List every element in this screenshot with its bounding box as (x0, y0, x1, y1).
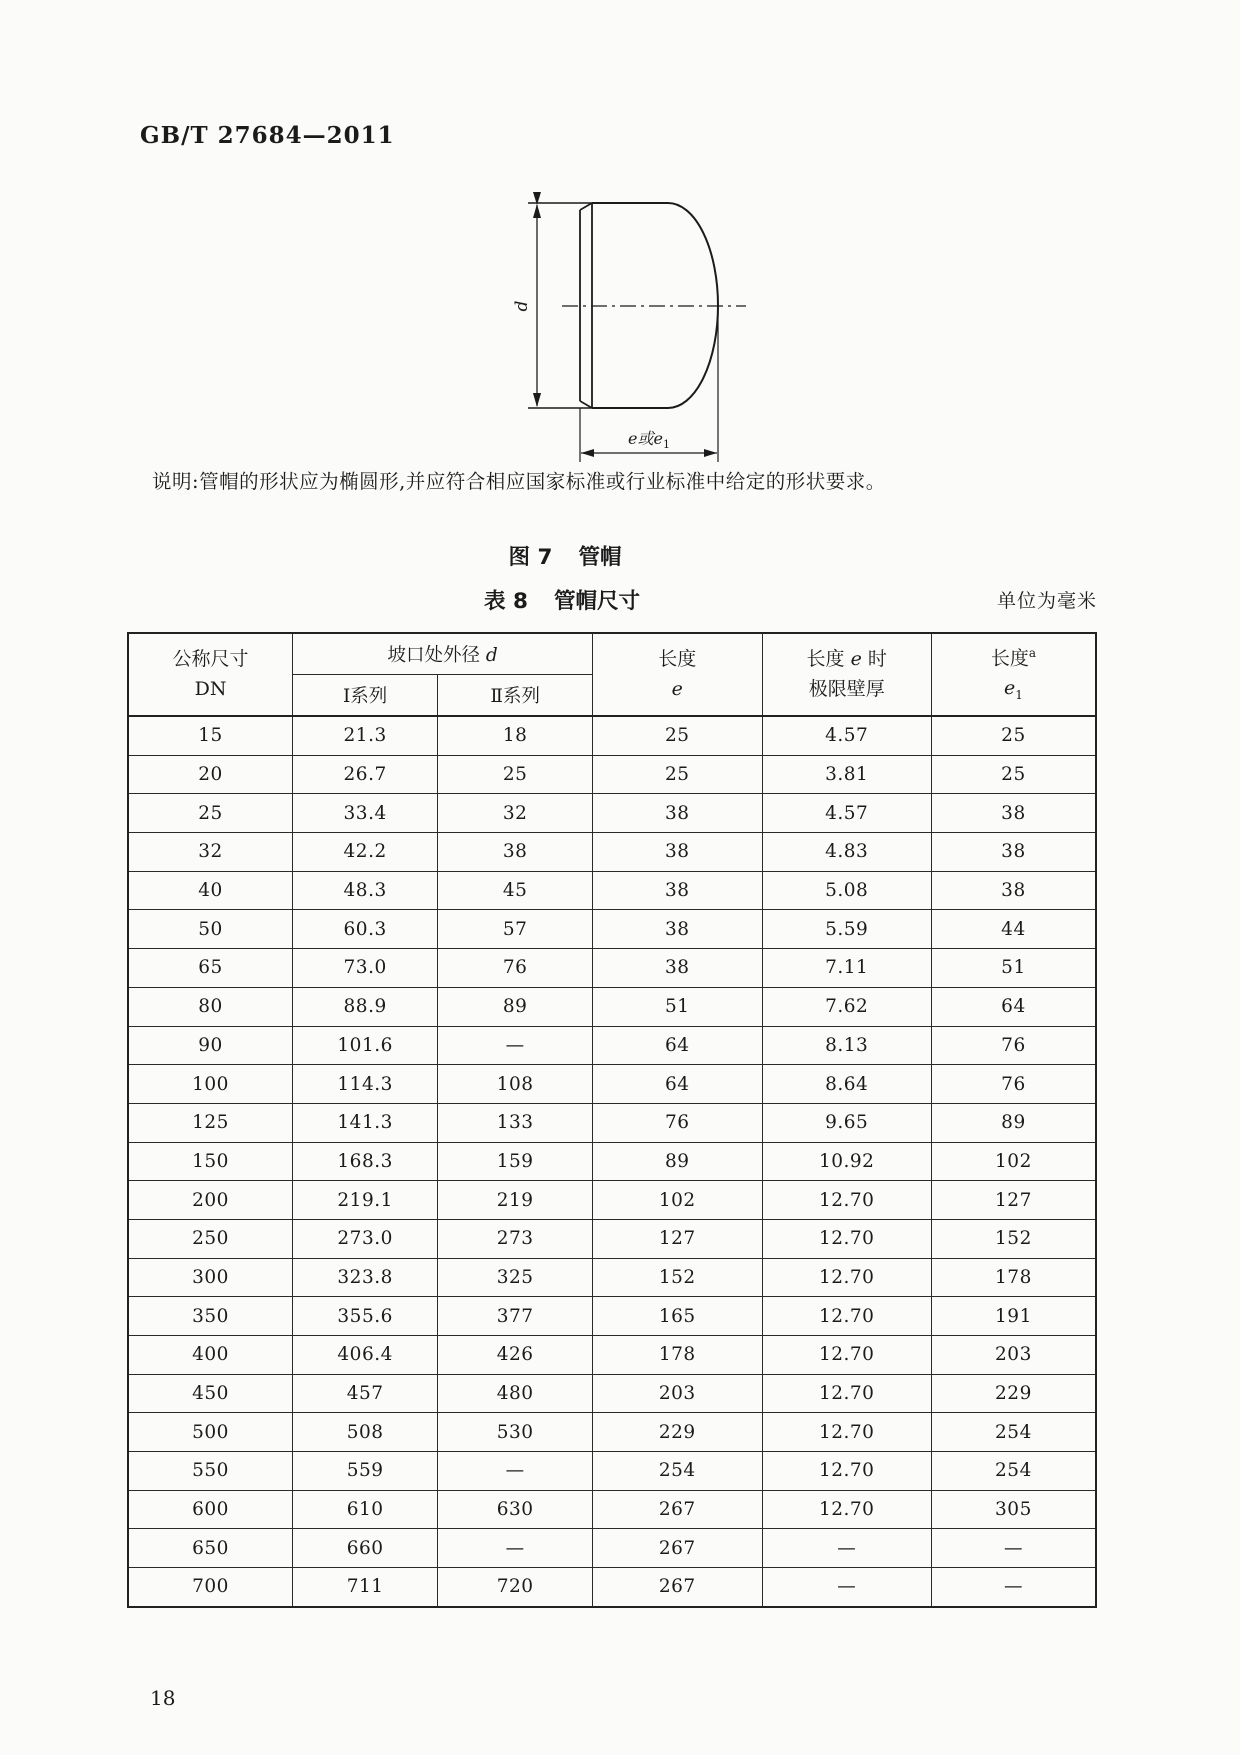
table-cell: 325 (438, 1258, 593, 1297)
table-row (128, 1219, 1096, 1258)
table-cell: 610 (293, 1490, 438, 1529)
header-cell-outer-diameter: 坡口处外径 d (293, 633, 593, 675)
table-cell: 38 (438, 833, 593, 872)
unit-note: 单位为毫米 (996, 590, 1097, 612)
dim-label-e: e或$e_1$ (628, 429, 670, 451)
table-row (128, 1336, 1096, 1375)
figure-caption-label: 图 7 (508, 545, 553, 570)
table-row (128, 1065, 1096, 1104)
table-row (128, 1374, 1096, 1413)
table-cell: 12.70 (762, 1490, 931, 1529)
table-row (128, 910, 1096, 949)
cap-dimensions-table (127, 632, 1097, 1608)
table-cell: 20 (128, 755, 293, 794)
table-cell: 323.8 (293, 1258, 438, 1297)
header-cell-dn: 公称尺寸 DN (128, 633, 293, 716)
cap-rim-bevel (580, 401, 592, 408)
table-cell: 273.0 (293, 1219, 438, 1258)
cap-rim-bevel (580, 203, 592, 210)
table-cell: 88.9 (293, 987, 438, 1026)
table-cell: 108 (438, 1065, 593, 1104)
table-cell: 12.70 (762, 1181, 931, 1220)
table-cell: 8.64 (762, 1065, 931, 1104)
table-cell: 200 (128, 1181, 293, 1220)
table-cell: 38 (593, 794, 762, 833)
table-cell: 406.4 (293, 1336, 438, 1375)
table-cell: 9.65 (762, 1103, 931, 1142)
table-cell: 254 (931, 1413, 1096, 1452)
table-cell: — (438, 1026, 593, 1065)
table-cell: 152 (931, 1219, 1096, 1258)
table-cell: 267 (593, 1490, 762, 1529)
table-cell: 250 (128, 1219, 293, 1258)
table-row (128, 871, 1096, 910)
table-caption-title: 管帽尺寸 (553, 589, 640, 614)
table-cell: 12.70 (762, 1452, 931, 1491)
table-cell: 168.3 (293, 1142, 438, 1181)
table-cell: 600 (128, 1490, 293, 1529)
header-cell-limit-wall: 长度 e 时 极限壁厚 (762, 633, 931, 716)
table-cell: 64 (931, 987, 1096, 1026)
table-cell: — (931, 1529, 1096, 1568)
table-cell: 711 (293, 1568, 438, 1607)
table-cell: 3.81 (762, 755, 931, 794)
table-cell: 141.3 (293, 1103, 438, 1142)
table-cell: 12.70 (762, 1413, 931, 1452)
table-row (128, 1490, 1096, 1529)
table-cell: 203 (931, 1336, 1096, 1375)
table-cell: 530 (438, 1413, 593, 1452)
table-cell: 178 (593, 1336, 762, 1375)
table-cell: 38 (931, 833, 1096, 872)
table-row (128, 1258, 1096, 1297)
table-cell: 100 (128, 1065, 293, 1104)
table-row (128, 1452, 1096, 1491)
table-row (128, 1529, 1096, 1568)
table-cell: 114.3 (293, 1065, 438, 1104)
table-cell: 38 (593, 910, 762, 949)
table-cell: 57 (438, 910, 593, 949)
table-cell: 508 (293, 1413, 438, 1452)
table-cell: 480 (438, 1374, 593, 1413)
table-cell: 229 (593, 1413, 762, 1452)
table-cell: 89 (931, 1103, 1096, 1142)
table-cell: 10.92 (762, 1142, 931, 1181)
table-row (128, 755, 1096, 794)
table-cell: 127 (931, 1181, 1096, 1220)
table-cell: 12.70 (762, 1219, 931, 1258)
table-cell: 73.0 (293, 949, 438, 988)
table-cell: 4.57 (762, 794, 931, 833)
table-cell: 76 (931, 1026, 1096, 1065)
table-cell: 15 (128, 716, 293, 755)
table-cell: 267 (593, 1568, 762, 1607)
table-cell: — (762, 1529, 931, 1568)
table-row (128, 1297, 1096, 1336)
table-header (128, 633, 1096, 716)
table-cell: 60.3 (293, 910, 438, 949)
table-row (128, 833, 1096, 872)
table-cell: 89 (438, 987, 593, 1026)
table-cell: 273 (438, 1219, 593, 1258)
table-row (128, 1026, 1096, 1065)
table-cell: — (438, 1529, 593, 1568)
table-cell: 377 (438, 1297, 593, 1336)
table-cell: 90 (128, 1026, 293, 1065)
table-cell: 5.08 (762, 871, 931, 910)
table-cell: 660 (293, 1529, 438, 1568)
figure-note: 说明:管帽的形状应为椭圆形,并应符合相应国家标准或行业标准中给定的形状要求。 (152, 470, 886, 493)
table-cell: 18 (438, 716, 593, 755)
table-cell: 7.11 (762, 949, 931, 988)
table-cell: 191 (931, 1297, 1096, 1336)
table-cell: 426 (438, 1336, 593, 1375)
page-number: 18 (150, 1686, 176, 1710)
pipe-cap-drawing (500, 183, 750, 475)
header-cell-series1: Ⅰ系列 (293, 675, 438, 717)
table-cell: 25 (593, 755, 762, 794)
table-cell: 305 (931, 1490, 1096, 1529)
table-cell: 76 (438, 949, 593, 988)
table-cell: 26.7 (293, 755, 438, 794)
table-cell: 219 (438, 1181, 593, 1220)
table-caption-label: 表 8 (484, 589, 528, 614)
table-cell: 500 (128, 1413, 293, 1452)
table-cell: 152 (593, 1258, 762, 1297)
table-cell: 33.4 (293, 794, 438, 833)
table-cell: 42.2 (293, 833, 438, 872)
table-cell: 300 (128, 1258, 293, 1297)
table-cell: 12.70 (762, 1297, 931, 1336)
table-row (128, 716, 1096, 755)
header-cell-length-e: 长度 e (593, 633, 762, 716)
table-cell: 25 (593, 716, 762, 755)
table-row (128, 1568, 1096, 1607)
table-row (128, 794, 1096, 833)
table-cell: — (438, 1452, 593, 1491)
table-cell: 133 (438, 1103, 593, 1142)
table-cell: 80 (128, 987, 293, 1026)
table-cell: 65 (128, 949, 293, 988)
table-cell: 254 (931, 1452, 1096, 1491)
table-cell: 32 (438, 794, 593, 833)
table-cell: 38 (593, 949, 762, 988)
table-cell: 32 (128, 833, 293, 872)
table-cell: 229 (931, 1374, 1096, 1413)
table-row (128, 1181, 1096, 1220)
table-cell: 76 (593, 1103, 762, 1142)
table-cell: 25 (931, 755, 1096, 794)
table-cell: 700 (128, 1568, 293, 1607)
table-cell: 400 (128, 1336, 293, 1375)
table-cell: 550 (128, 1452, 293, 1491)
table-cell: 101.6 (293, 1026, 438, 1065)
figure-caption (0, 540, 1130, 571)
table-cell: 25 (931, 716, 1096, 755)
table-row (128, 1142, 1096, 1181)
table-caption (77, 584, 1047, 615)
table-row (128, 1103, 1096, 1142)
table-cell: 38 (593, 833, 762, 872)
header-cell-length-e1: 长度$^a$ $e_1$ (931, 633, 1096, 716)
table-cell: 51 (593, 987, 762, 1026)
table-cell: 44 (931, 910, 1096, 949)
dim-arrow (533, 204, 541, 218)
table-cell: — (931, 1568, 1096, 1607)
standard-number: GB/T 27684—2011 (140, 122, 395, 149)
table-cell: 254 (593, 1452, 762, 1491)
table-cell: 38 (593, 871, 762, 910)
table-cell: 64 (593, 1065, 762, 1104)
table-cell: 12.70 (762, 1258, 931, 1297)
table-cell: 8.13 (762, 1026, 931, 1065)
table-row (128, 987, 1096, 1026)
table-row (128, 949, 1096, 988)
table-cell: 4.83 (762, 833, 931, 872)
dim-arrow (533, 393, 541, 407)
table-cell: 38 (931, 871, 1096, 910)
table-cell: 40 (128, 871, 293, 910)
table-cell: 25 (438, 755, 593, 794)
table-row (128, 1413, 1096, 1452)
table-cell: 355.6 (293, 1297, 438, 1336)
table-cell: 76 (931, 1065, 1096, 1104)
table-cell: 48.3 (293, 871, 438, 910)
table-cell: 650 (128, 1529, 293, 1568)
table-cell: 450 (128, 1374, 293, 1413)
table-body (128, 716, 1096, 1607)
table-cell: 102 (593, 1181, 762, 1220)
table-cell: 5.59 (762, 910, 931, 949)
table-cell: 219.1 (293, 1181, 438, 1220)
table-caption-row (127, 584, 1097, 612)
table-cell: 64 (593, 1026, 762, 1065)
table-cell: 12.70 (762, 1336, 931, 1375)
table-cell: 165 (593, 1297, 762, 1336)
table-cell: — (762, 1568, 931, 1607)
table-cell: 559 (293, 1452, 438, 1491)
table-cell: 45 (438, 871, 593, 910)
table-cell: 4.57 (762, 716, 931, 755)
table-cell: 21.3 (293, 716, 438, 755)
header-cell-series2: Ⅱ系列 (438, 675, 593, 717)
table-cell: 125 (128, 1103, 293, 1142)
table-cell: 127 (593, 1219, 762, 1258)
table-cell: 630 (438, 1490, 593, 1529)
table-cell: 267 (593, 1529, 762, 1568)
table-cell: 150 (128, 1142, 293, 1181)
table-cell: 203 (593, 1374, 762, 1413)
table-cell: 178 (931, 1258, 1096, 1297)
table-cell: 7.62 (762, 987, 931, 1026)
table-cell: 102 (931, 1142, 1096, 1181)
table-cell: 12.70 (762, 1374, 931, 1413)
table-cell: 720 (438, 1568, 593, 1607)
table-cell: 25 (128, 794, 293, 833)
table-cell: 159 (438, 1142, 593, 1181)
table-cell: 50 (128, 910, 293, 949)
dim-label-d: d (512, 300, 532, 312)
table-cell: 51 (931, 949, 1096, 988)
figure-caption-title: 管帽 (578, 545, 622, 570)
table-cell: 457 (293, 1374, 438, 1413)
table-cell: 38 (931, 794, 1096, 833)
table-cell: 89 (593, 1142, 762, 1181)
table-cell: 350 (128, 1297, 293, 1336)
